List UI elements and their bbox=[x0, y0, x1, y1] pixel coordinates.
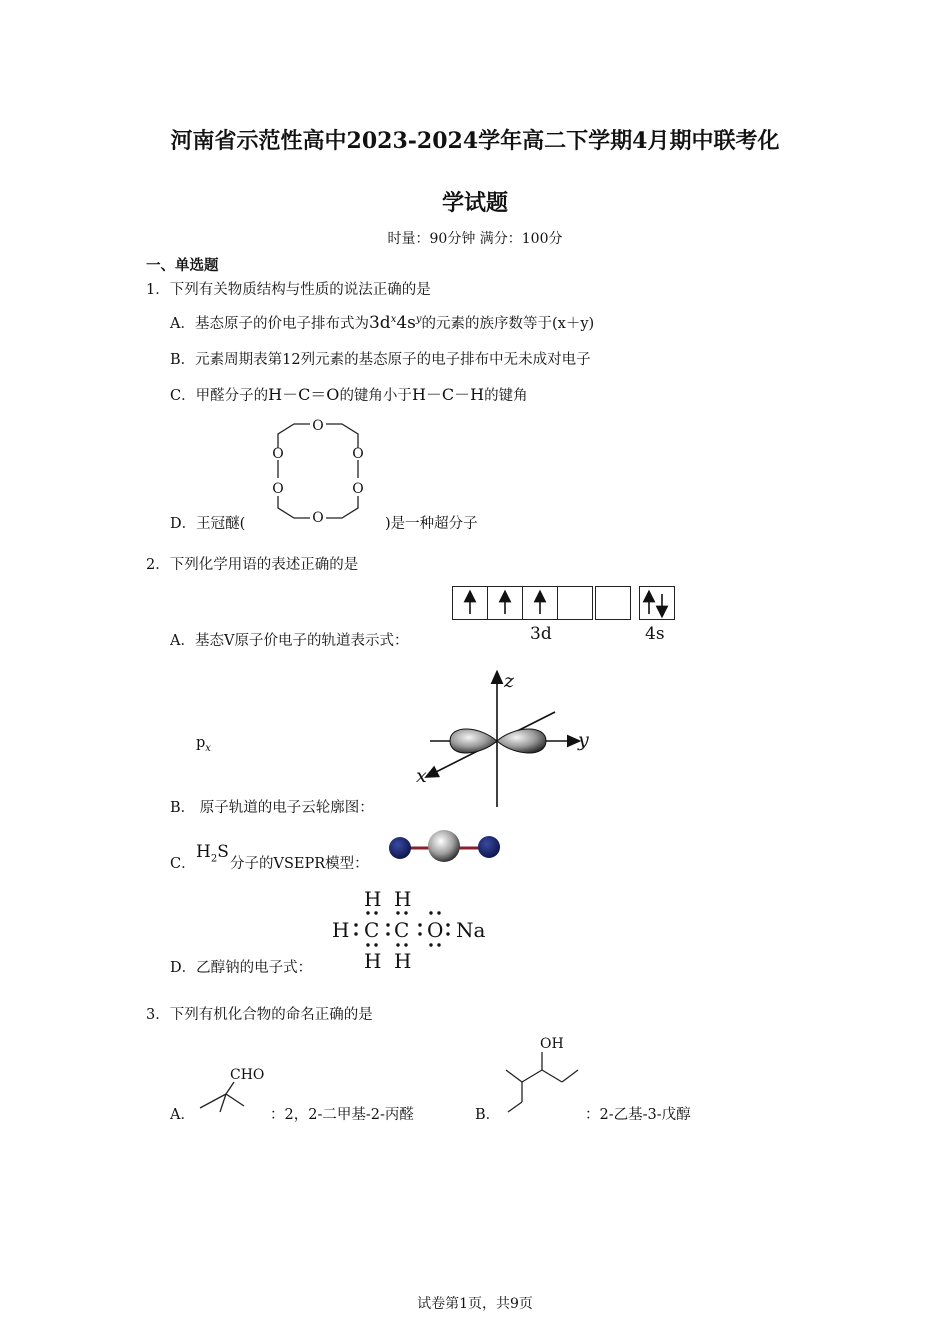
crown-o-lower-left: O bbox=[272, 481, 284, 497]
q3-option-b-label: B． bbox=[475, 1107, 501, 1123]
lewis-c1: C bbox=[364, 918, 380, 942]
axis-x-label: x bbox=[416, 765, 427, 787]
px-lobe-left bbox=[450, 729, 497, 753]
px-orbital-diagram bbox=[410, 662, 610, 812]
h2s-formula bbox=[196, 842, 229, 864]
h2s-sub: 2 bbox=[210, 853, 218, 865]
q2-option-d: D．乙醇钠的电子式： bbox=[170, 960, 313, 976]
q3b-oh-label: OH bbox=[540, 1036, 564, 1052]
crown-o-upper-left: O bbox=[272, 446, 284, 462]
page-title-line1: 河南省示范性高中2023-2024学年高二下学期4月期中联考化 bbox=[170, 128, 780, 154]
crown-o-lower-right: O bbox=[352, 481, 364, 497]
lewis-h-top-1: H bbox=[364, 887, 382, 911]
lewis-na: Na bbox=[456, 918, 486, 942]
px-base: p bbox=[196, 735, 206, 751]
q1-option-c bbox=[170, 382, 528, 405]
px-lobe-right bbox=[497, 729, 546, 753]
q1-a-formula1: 3d bbox=[368, 313, 391, 333]
crown-ether-structure bbox=[250, 412, 390, 530]
q1-c-prefix: C．甲醛分子的 bbox=[170, 388, 269, 404]
q2-option-a: A．基态V原子价电子的轨道表示式： bbox=[170, 633, 409, 649]
h2s-h: H bbox=[196, 842, 211, 862]
orbital-label-3d: 3d bbox=[530, 624, 552, 644]
lewis-o: O bbox=[427, 918, 444, 942]
crown-o-upper-right: O bbox=[352, 446, 364, 462]
q3-option-a-name: ：2，2-二甲基-2-丙醛 bbox=[270, 1107, 414, 1123]
section-heading: 一、单选题 bbox=[146, 257, 219, 274]
q1-option-d-suffix: )是一种超分子 bbox=[385, 516, 478, 532]
q2-stem: 2．下列化学用语的表述正确的是 bbox=[146, 557, 359, 573]
q1-a-suffix: 的元素的族序数等于(x＋y) bbox=[421, 316, 595, 332]
px-subscript: x bbox=[205, 742, 211, 754]
q3b-structure bbox=[498, 1030, 588, 1118]
q1-c-suffix: 的键角 bbox=[484, 388, 528, 404]
electron-spin-arrows bbox=[452, 586, 682, 622]
q1-c-bond1: H－C＝O bbox=[268, 385, 340, 404]
axis-z-label: z bbox=[504, 670, 515, 692]
q1-option-b: B．元素周期表第12列元素的基态原子的电子排布中无未成对电子 bbox=[170, 352, 591, 368]
q3-option-b-name: ：2-乙基-3-戊醇 bbox=[585, 1107, 691, 1123]
vsepr-model bbox=[386, 826, 506, 870]
q2-option-b: B． 原子轨道的电子云轮廓图： bbox=[170, 800, 374, 816]
q3-stem: 3．下列有机化合物的命名正确的是 bbox=[146, 1007, 373, 1023]
page-footer: 试卷第1页，共9页 bbox=[417, 1296, 533, 1312]
orbital-label-4s: 4s bbox=[645, 624, 665, 644]
q1-option-d-prefix: D．王冠醚( bbox=[170, 516, 246, 532]
q1-a-prefix: A．基态原子的价电子排布式为 bbox=[170, 316, 369, 332]
crown-o-top: O bbox=[312, 418, 324, 434]
q3a-structure bbox=[192, 1060, 282, 1120]
axis-y-label: y bbox=[578, 729, 589, 751]
crown-o-bottom: O bbox=[312, 510, 324, 526]
vsepr-h-atom-left bbox=[389, 837, 411, 859]
q3a-cho-label: CHO bbox=[230, 1067, 265, 1083]
q1-c-mid: 的键角小于 bbox=[339, 388, 412, 404]
q1-a-sup2: y bbox=[415, 314, 422, 326]
page-title-line2: 学试题 bbox=[441, 190, 508, 216]
lewis-h-left: H bbox=[332, 918, 350, 942]
sodium-ethoxide-lewis bbox=[328, 884, 498, 974]
q1-c-bond2: H－C－H bbox=[411, 385, 485, 404]
lewis-h-bottom-2: H bbox=[394, 949, 412, 973]
vsepr-central-atom bbox=[428, 830, 460, 862]
lewis-c2: C bbox=[394, 918, 410, 942]
q1-a-sup1: x bbox=[390, 314, 397, 326]
q2-option-c-prefix: C． bbox=[170, 856, 196, 872]
lewis-h-bottom-1: H bbox=[364, 949, 382, 973]
q1-option-a bbox=[170, 312, 594, 333]
vsepr-h-atom-right bbox=[478, 836, 500, 858]
q1-a-formula2: 4s bbox=[396, 313, 416, 333]
exam-info: 时量：90分钟 满分：100分 bbox=[387, 231, 563, 247]
q3-option-a-label: A． bbox=[170, 1107, 195, 1123]
q2-px-label bbox=[196, 735, 211, 754]
h2s-s: S bbox=[217, 842, 229, 862]
q2-option-c-suffix: 分子的VSEPR模型： bbox=[230, 856, 369, 872]
q1-stem: 1．下列有关物质结构与性质的说法正确的是 bbox=[146, 282, 431, 298]
lewis-h-top-2: H bbox=[394, 887, 412, 911]
